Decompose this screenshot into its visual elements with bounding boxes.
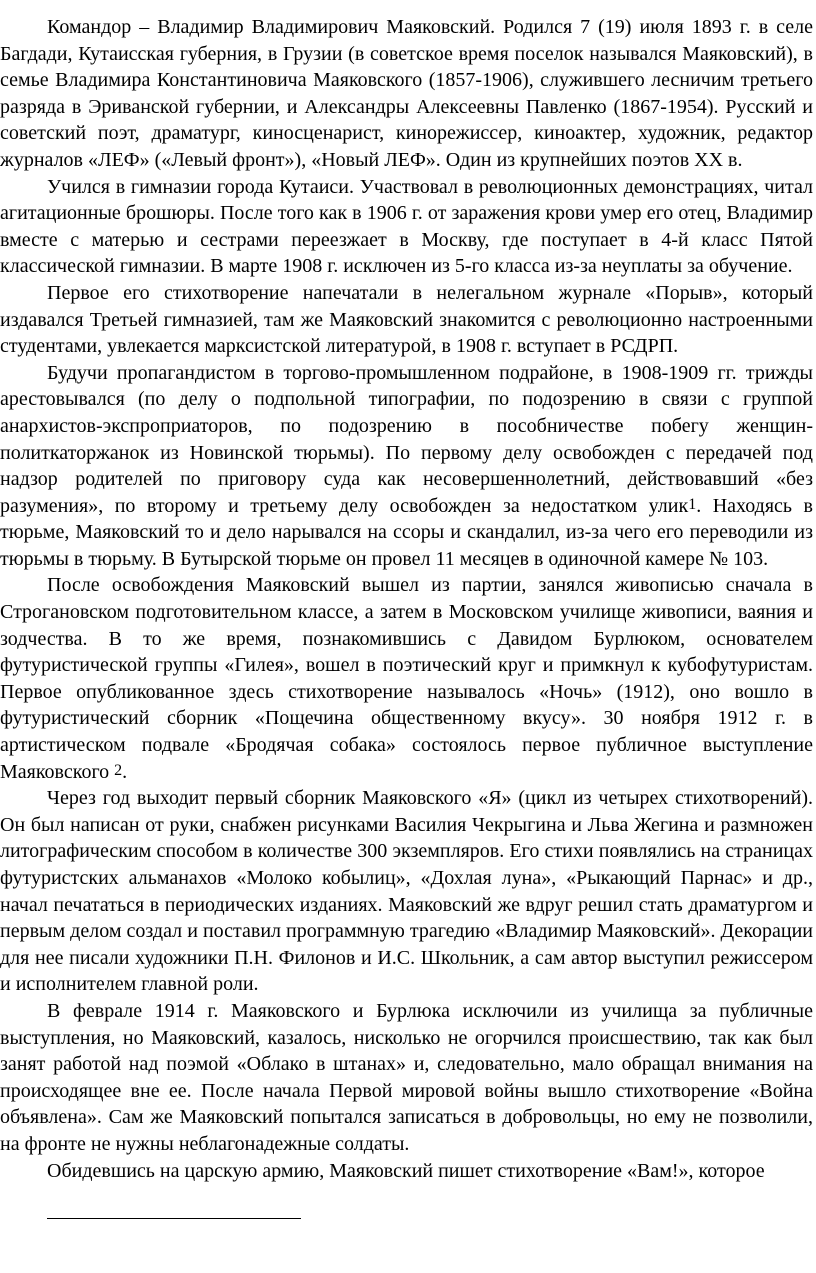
paragraph-text: Учился в гимназии города Кутаиси. Участвовал в революционных демонстрациях, читал агитационные брошюры. После того как в 1906 г. от заражения крови умер его отец, Владимир вместе с матерью и сестрами переезжает в Москву, где поступает в 4-й класс Пятой классической гимназии. В марте 1908 г. исключен из 5-го класса из-за неуплаты за обучение. <box>0 175 813 278</box>
footnote-ref: 1 <box>688 495 697 513</box>
paragraph-text: Обидевшись на царскую армию, Маяковский пишет стихотворение «Вам!», которое <box>47 1159 765 1182</box>
paragraph <box>0 360 813 573</box>
paragraph-text: Первое его стихотворение напечатали в нелегальном журнале «Порыв», который издавался Третьей гимназией, там же Маяковский знакомится с революционно настроенными студентами, увлекается марксистской литературой, в 1908 г. вступает в РСДРП. <box>0 281 813 358</box>
footnote-ref: 2 <box>114 761 123 779</box>
paragraph <box>0 1158 813 1185</box>
footnote-separator <box>47 1218 301 1219</box>
paragraph-text: . <box>122 760 128 783</box>
paragraph-text: Будучи пропагандистом в торгово-промышленном подрайоне, в 1908-1909 гг. трижды арестовывался (по делу о подпольной типографии, по подозрению в связи с группой анархистов-экспроприаторов, по подозрению в пособничестве побегу женщин-политкаторжанок из Новинской тюрьмы). По первому делу освобожден с передачей под надзор родителей по приговору суда как несовершеннолетний, действовавший «без разумения», по второму и третьему делу освобожден за недостатком улик <box>0 361 813 517</box>
paragraph-text: В феврале 1914 г. Маяковского и Бурлюка исключили из училища за публичные выступления, но Маяковский, казалось, нисколько не огорчился происшествию, так как был занят работой над поэмой «Облако в штанах» и, следовательно, мало обращал внимания на происходящее вне ее. После начала Первой мировой войны вышло стихотворение «Война объявлена». Сам же Маяковский попытался записаться в добровольцы, но ему не позволили, на фронте не нужны неблагонадежные солдаты. <box>0 999 813 1155</box>
paragraph <box>0 785 813 998</box>
paragraph-text: После освобождения Маяковский вышел из партии, занялся живописью сначала в Строгановском подготовительном классе, а затем в Московском училище живописи, ваяния и зодчества. В то же время, познакомившись с Давидом Бурлюком, основателем футуристической группы «Гилея», вошел в поэтический круг и примкнул к кубофутуристам. Первое опубликованное здесь стихотворение называлось «Ночь» (1912), оно вошло в футуристический сборник «Пощечина общественному вкусу». 30 ноября 1912 г. в артистическом подвале «Бродячая собака» состоялось первое публичное выступление Маяковского <box>0 574 813 783</box>
paragraph-text: Через год выходит первый сборник Маяковского «Я» (цикл из четырех стихотворений). Он был написан от руки, снабжен рисунками Василия Чекрыгина и Льва Жегина и размножен литографическим способом в количестве 300 экземпляров. Его стихи появлялись на страницах футуристских альманахов «Молоко кобылиц», «Дохлая луна», «Рыкающий Парнас» и др., начал печататься в периодических изданиях. Маяковский же вдруг решил стать драматургом и первым делом создал и поставил программную трагедию «Владимир Маяковский». Декорации для нее писали художники П.Н. Филонов и И.С. Школьник, а сам автор выступил режиссером и исполнителем главной роли. <box>0 787 813 996</box>
paragraph <box>0 572 813 785</box>
paragraph-text: Командор – Владимир Владимирович Маяковский. Родился 7 (19) июля 1893 г. в селе Багдади, Кутаисская губерния, в Грузии (в советское время поселок назывался Маяковский), в семье Владимира Константиновича Маяковского (1857-1906), служившего лесничим третьего разряда в Эриванской губернии, и Александры Алексеевны Павленко (1867-1954). Русский и советский поэт, драматург, киносценарист, кинорежиссер, киноактер, художник, редактор журналов «ЛЕФ» («Левый фронт»), «Новый ЛЕФ». Один из крупнейших поэтов XX в. <box>0 16 813 171</box>
paragraph <box>0 280 813 360</box>
paragraph <box>0 14 813 174</box>
body-text <box>0 14 813 1184</box>
paragraph-text: . Находясь в тюрьме, Маяковский то и дело нарывался на ссоры и скандалил, из-за чего его переводили из тюрьмы в тюрьму. В Бутырской тюрьме он провел 11 месяцев в одиночной камере № 103. <box>0 494 813 570</box>
paragraph <box>0 174 813 280</box>
paragraph <box>0 998 813 1158</box>
